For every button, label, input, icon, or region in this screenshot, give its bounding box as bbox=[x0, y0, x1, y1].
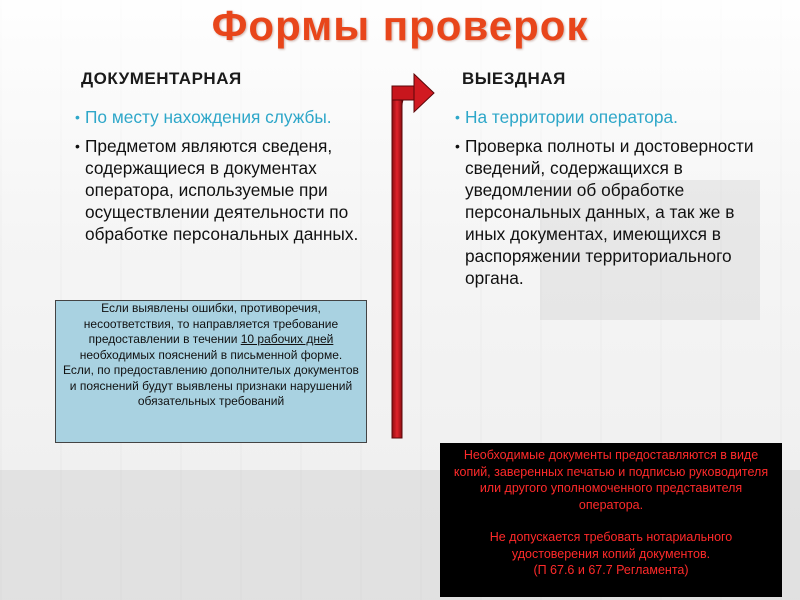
left-item-subject: • Предметом являются сведеня, содержащиеся в документах оператора, используемые при осуществлении деятельности по обработке персональных данных. bbox=[75, 135, 375, 245]
left-item-location: • По месту нахождения службы. bbox=[75, 106, 375, 128]
note-text-2: необходимых пояснений в письменной форме. bbox=[79, 347, 343, 362]
right-item-subject: • Проверка полноты и достоверности сведений, содержащихся в уведомлении об обработке персональных данных, а так же в иных документах, имеющихся в распоряжении территориального органа. bbox=[455, 135, 755, 289]
black-box-para-3: (П 67.6 и 67.7 Регламента) bbox=[533, 563, 689, 577]
right-column-heading: ВЫЕЗДНАЯ bbox=[462, 69, 566, 88]
black-box-para-1: Необходимые документы предоставляются в виде копий, заверенных печатью и подписью руководителя или другого уполномоченного представителя оператора. bbox=[453, 448, 769, 512]
black-box-para-2: Не допускается требовать нотариального удостоверения копий документов. bbox=[489, 530, 733, 561]
documents-info-box bbox=[440, 443, 782, 597]
note-text-1: Если выявлены ошибки, противоречия, несоответствия, то направляется требование предоставлении в течении bbox=[83, 301, 339, 346]
note-text-3: Если, по предоставлению дополнителых документов и пояснений будут выявлены признаки нарушений обязательных требований bbox=[63, 363, 359, 408]
red-arrow-icon bbox=[380, 60, 440, 450]
page-title: Формы проверок bbox=[211, 2, 589, 49]
right-column-list bbox=[455, 106, 755, 296]
requirement-note-box bbox=[55, 300, 367, 443]
right-item-location: • На территории оператора. bbox=[455, 106, 755, 128]
left-column-heading: ДОКУМЕНТАРНАЯ bbox=[81, 69, 242, 88]
left-column-list bbox=[75, 106, 375, 252]
note-deadline: 10 рабочих дней bbox=[240, 332, 334, 346]
